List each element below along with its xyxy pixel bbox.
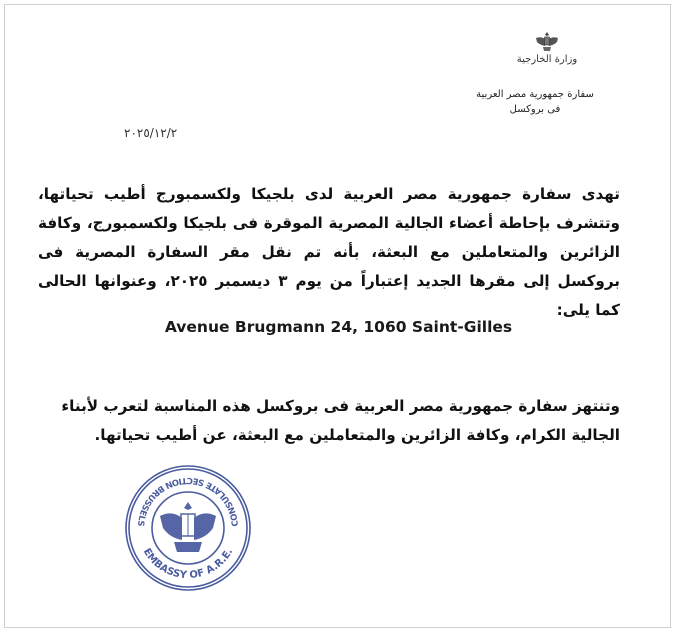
eagle-emblem-icon xyxy=(534,30,560,54)
new-address: Avenue Brugmann 24, 1060 Saint-Gilles xyxy=(164,318,513,336)
stamp-text-bottom: CONSULATE SECTION BRUSSELS xyxy=(134,474,242,527)
embassy-city: فى بروكسل xyxy=(509,104,561,115)
embassy-name: سفارة جمهورية مصر العربية xyxy=(476,89,594,100)
letterhead xyxy=(477,30,617,65)
stamp-text-top: EMBASSY OF A.R.E. xyxy=(140,546,236,582)
embassy-heading xyxy=(455,87,615,117)
letter-date: ٢٠٢٥/١٢/٢ xyxy=(124,126,178,140)
ministry-name: وزارة الخارجية xyxy=(516,54,578,65)
body-paragraph-1: تهدى سفارة جمهورية مصر العربية لدى بلجيكا ولكسمبورج أطيب تحياتها، وتتشرف بإحاطة أعضاء الجالية المصرية الموقرة فى بلجيكا ولكسمبورج، وكافة الزائرين والمتعاملين مع البعثة، بأنه تم نقل مقر السفارة المصرية فى بروكسل إلى مقرها الجديد إعتباراً من يوم ٣ ديسمبر ٢٠٢٥، وعنوانها الحالى كما يلى: xyxy=(38,185,620,319)
embassy-stamp-icon xyxy=(122,462,254,594)
body-paragraph-2: وتنتهز سفارة جمهورية مصر العربية فى بروكسل هذه المناسبة لتعرب لأبناء الجالية الكرام، وكافة الزائرين والمتعاملين مع البعثة، عن أطيب تحياتها. xyxy=(61,397,620,444)
